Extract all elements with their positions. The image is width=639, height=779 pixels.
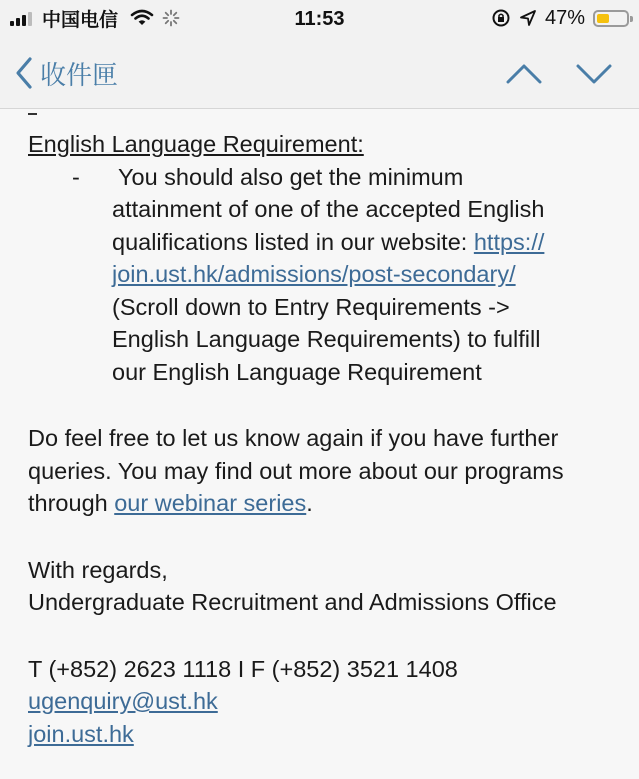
webinar-series-link[interactable]: our webinar series [114, 490, 307, 516]
location-icon [519, 9, 537, 27]
chevron-left-icon [14, 56, 34, 90]
bullet-line [28, 161, 623, 194]
bullet-line [28, 258, 623, 291]
rotation-lock-icon [491, 8, 511, 28]
requirement-bullet [28, 161, 623, 389]
bullet-line [28, 291, 623, 324]
admissions-link[interactable]: https:// [473, 228, 545, 255]
battery-percent: 47% [544, 6, 585, 29]
bullet-text-line: attainment of one of the accepted English [112, 196, 545, 222]
battery-icon [593, 10, 629, 27]
email-body [28, 108, 623, 750]
status-bar [0, 0, 639, 38]
battery-level [597, 14, 609, 23]
bullet-text-line: qualifications listed in our website: [112, 228, 474, 255]
email-address-link[interactable]: ugenquiry@ust.hk [28, 688, 218, 714]
previous-message-button[interactable] [502, 54, 546, 92]
bullet-line [28, 193, 623, 226]
bullet-text-line: (Scroll down to Entry Requirements -> [112, 293, 510, 320]
paragraph-text: . [306, 490, 313, 516]
bullet-line [28, 226, 623, 259]
bullet-text-line: English Language Requirements) to fulfill [112, 326, 541, 352]
regards-line: With regards, [28, 556, 168, 583]
chevron-up-icon [502, 54, 546, 92]
admissions-link-continued[interactable]: join.ust.hk/admissions/post-secondary/ [112, 261, 516, 287]
chevron-down-icon [572, 54, 616, 92]
paragraph-line: queries. You may find out more about our programs [28, 457, 564, 484]
bullet-dash: - [72, 163, 80, 190]
followup-paragraph [28, 422, 623, 520]
section-heading: English Language Requirement: [28, 131, 364, 157]
status-right [491, 6, 629, 30]
contact-block [28, 653, 623, 751]
bullet-line [28, 356, 623, 389]
website-link[interactable]: join.ust.hk [28, 720, 134, 747]
clock: 11:53 [294, 8, 345, 30]
next-message-button[interactable] [572, 54, 616, 92]
carrier-name: 中国电信 [42, 9, 119, 31]
paragraph-line [28, 487, 623, 520]
paragraph-text: through [28, 490, 115, 516]
paragraph-line: Do feel free to let us know again if you have further [28, 425, 559, 451]
mail-nav-bar [0, 38, 639, 109]
bullet-line [28, 323, 623, 356]
back-to-inbox-button[interactable] [14, 52, 118, 94]
back-label: 收件匣 [40, 59, 119, 90]
bullet-text-line: our English Language Requirement [112, 358, 482, 385]
office-name: Undergraduate Recruitment and Admissions Office [28, 589, 557, 615]
phone-fax: T (+852) 2623 1118 I F (+852) 3521 1408 [28, 655, 458, 682]
signature-block [28, 554, 623, 619]
bullet-text-line: You should also get the minimum [118, 163, 464, 190]
